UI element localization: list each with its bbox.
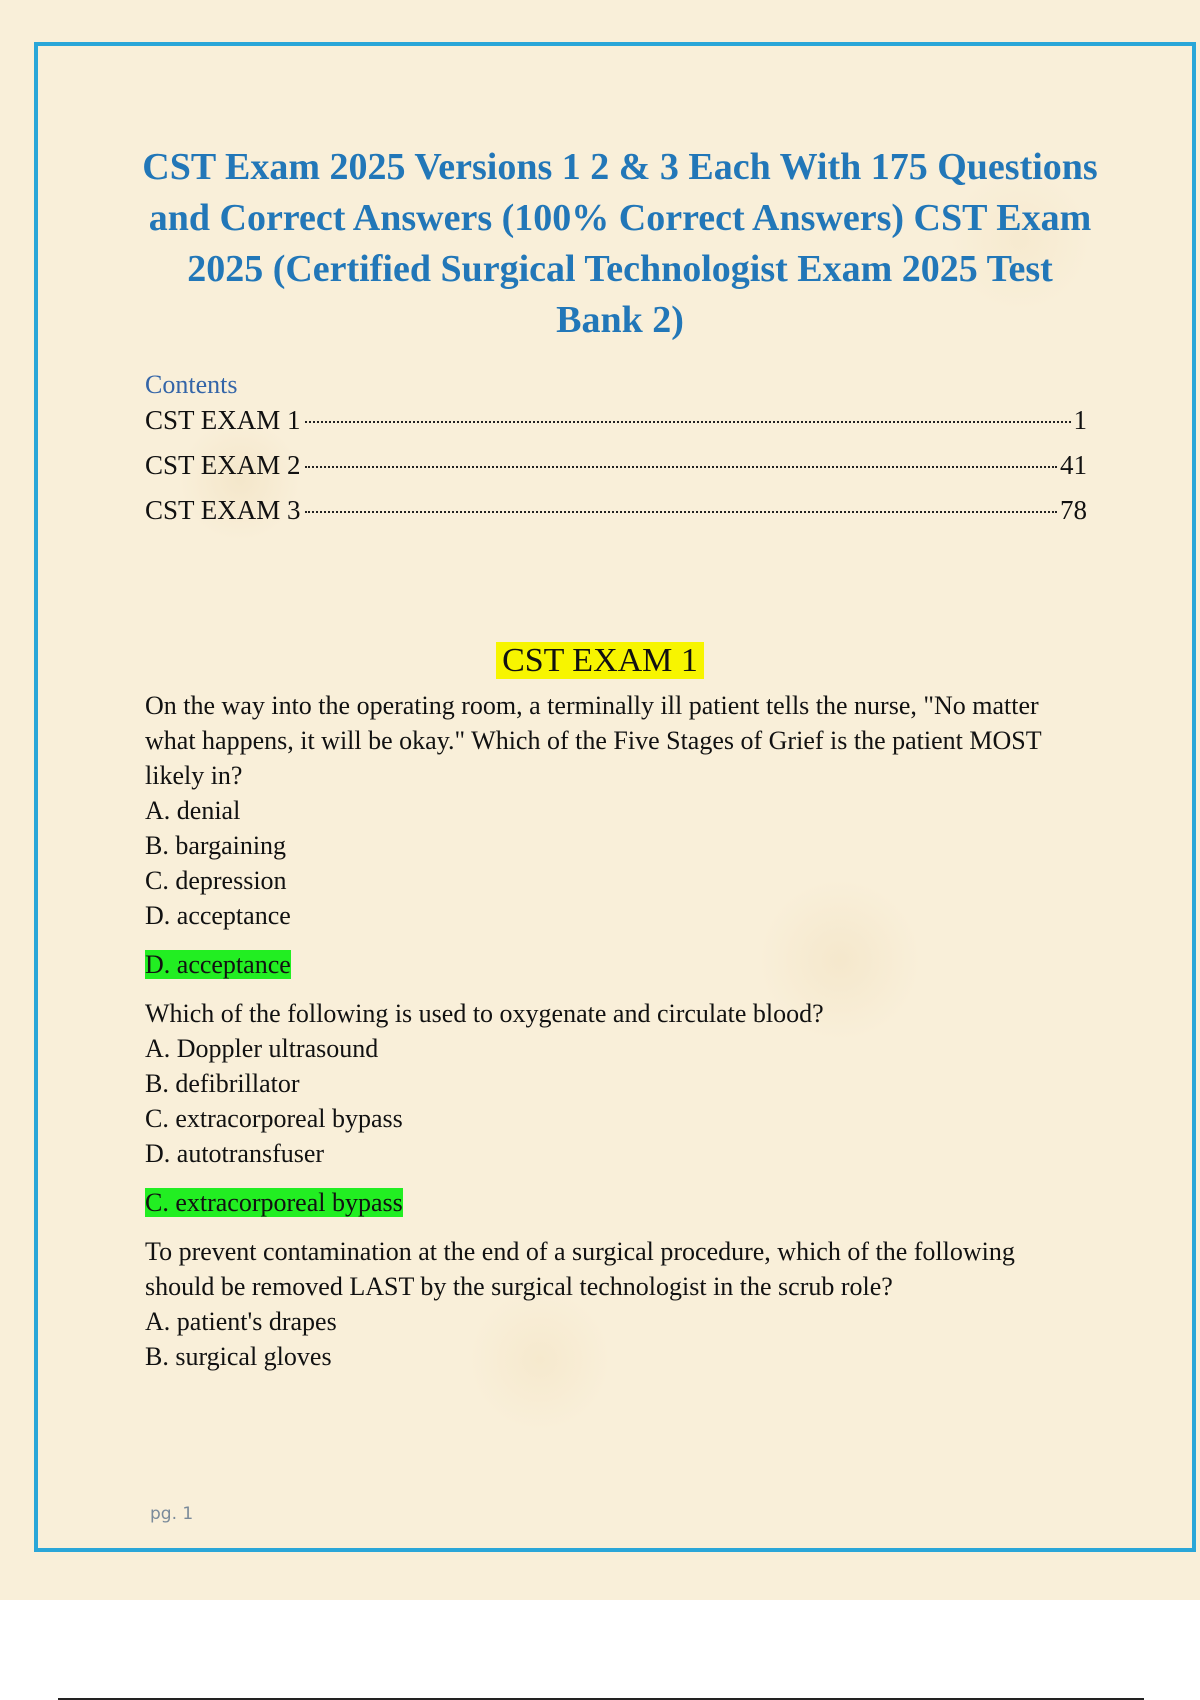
question-item xyxy=(145,996,1090,1171)
page-number: pg. 1 xyxy=(150,1504,194,1524)
toc-leader-dots xyxy=(305,421,1071,423)
answer-option: A. denial xyxy=(145,796,241,825)
toc-entry[interactable] xyxy=(145,450,1087,495)
toc-entry-page: 78 xyxy=(1060,495,1087,525)
answer-option: D. acceptance xyxy=(145,901,291,930)
toc-entry-label: CST EXAM 1 xyxy=(145,405,301,435)
table-of-contents xyxy=(145,405,1087,540)
answer-option: B. surgical gloves xyxy=(145,1342,332,1371)
toc-entry-label: CST EXAM 2 xyxy=(145,450,301,480)
correct-answer xyxy=(145,1185,1090,1220)
question-text: On the way into the operating room, a terminally ill patient tells the nurse, "No matter what happens, it will be okay." Which of the Five Stages of Grief is the patient MOST likely in? xyxy=(145,691,1042,790)
toc-entry[interactable] xyxy=(145,405,1087,450)
toc-entry-label: CST EXAM 3 xyxy=(145,495,301,525)
correct-answer-highlight: D. acceptance xyxy=(145,950,291,979)
correct-answer-highlight: C. extracorporeal bypass xyxy=(145,1188,403,1217)
section-heading xyxy=(0,642,1200,680)
toc-entry-page: 1 xyxy=(1073,405,1087,435)
answer-option: A. Doppler ultrasound xyxy=(145,1034,379,1063)
toc-leader-dots xyxy=(305,466,1057,468)
document-title: CST Exam 2025 Versions 1 2 & 3 Each With 175 Questions and Correct Answers (100% Correct Answers) CST Exam 2025 (Certified Surgical Technologist Exam 2025 Test Bank 2) xyxy=(142,146,1098,341)
question-text: To prevent contamination at the end of a surgical procedure, which of the following should be removed LAST by the surgical technologist in the scrub role? xyxy=(145,1237,1015,1301)
toc-entry[interactable] xyxy=(145,495,1087,540)
contents-heading: Contents xyxy=(145,370,238,399)
question-item xyxy=(145,1234,1090,1374)
answer-option: C. extracorporeal bypass xyxy=(145,1104,403,1133)
answer-option: C. depression xyxy=(145,866,287,895)
answer-option: A. patient's drapes xyxy=(145,1307,337,1336)
toc-entry-page: 41 xyxy=(1060,450,1087,480)
question-item xyxy=(145,688,1090,933)
question-text: Which of the following is used to oxygenate and circulate blood? xyxy=(145,999,824,1028)
correct-answer xyxy=(145,947,1090,982)
answer-option: B. defibrillator xyxy=(145,1069,300,1098)
question-list xyxy=(145,688,1090,1388)
toc-leader-dots xyxy=(305,511,1057,513)
answer-option: D. autotransfuser xyxy=(145,1139,325,1168)
section-heading-text: CST EXAM 1 xyxy=(496,642,704,679)
answer-option: B. bargaining xyxy=(145,831,287,860)
